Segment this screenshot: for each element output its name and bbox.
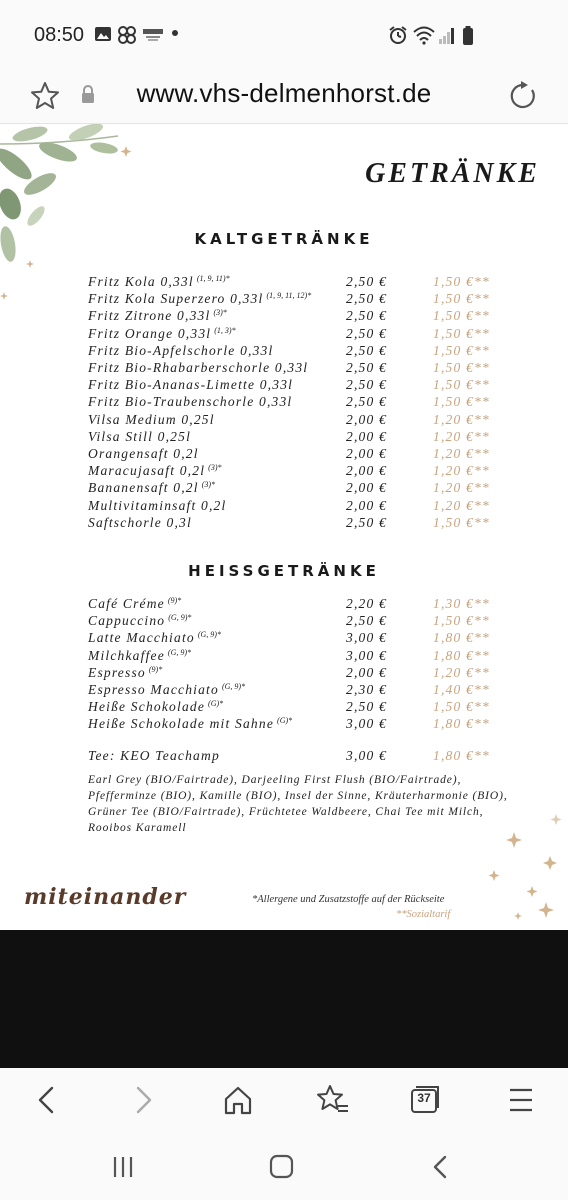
menu-item-row [0,360,568,377]
item-social-price: 1,50 €** [433,308,490,324]
item-name [88,343,276,359]
menu-item-row [0,326,568,343]
menu-item-row [0,648,568,665]
allergen-marker: (3)* [208,463,222,473]
menu-item-row [0,446,568,463]
notification-dot [172,30,178,36]
item-price: 2,50 € [346,274,387,289]
status-time: 08:50 [34,24,85,46]
item-name [88,377,296,393]
item-social-price: 1,50 €** [433,360,490,375]
item-price: 3,00 € [346,716,387,732]
menu-item-row [0,377,568,394]
item-name [88,446,202,462]
section-title-kalt: KALTGETRÄNKE [194,230,374,248]
item-label: Bananensaft 0,2l [88,480,199,496]
item-social-price: 1,40 €** [433,682,490,697]
item-price: 2,00 € [346,411,387,427]
item-social-price: 1,20 €** [433,480,490,496]
allergen-marker: (9)* [148,664,163,674]
item-price: 2,00 € [346,463,387,479]
tea-varieties: Earl Grey (BIO/Fairtrade), Darjeeling First Flush (BIO/Fairtrade), Pfefferminze (BIO), Kamille (BIO), Insel der Sinne, Kräuterharmonie (BIO), Grüner Tee (BIO/Fairtrade), Früchtetee Waldbeere, Chai Tee mit Milch, Rooibos Karamell [88,774,508,834]
item-social-price: 1,20 €** [433,428,490,444]
menu-item-row [0,343,568,360]
item-name [88,716,292,732]
menu-item-row [0,596,568,613]
status-bar [0,0,568,70]
item-name [88,463,221,479]
item-price: 2,50 € [346,514,387,530]
item-social-price: 1,20 €** [433,411,490,427]
gallery-icon [94,26,112,42]
item-name [88,648,191,664]
item-price: 2,00 € [346,497,387,513]
tabs-button[interactable] [410,1082,450,1118]
item-label: Orangensaft 0,2l [88,446,199,461]
item-label: Milchkaffee [88,647,165,663]
item-name [88,630,221,646]
item-social-price: 1,50 €** [433,394,490,410]
wifi-icon [412,25,436,45]
item-price: 2,20 € [346,596,387,611]
item-label: Latte Macchiato [88,630,195,646]
item-price: 2,00 € [346,480,387,496]
item-price: 3,00 € [346,630,387,646]
menu-item-row [0,394,568,411]
empty-page-area [0,930,568,1068]
item-social-price: 1,20 €** [433,497,490,513]
item-price: 2,00 € [346,428,387,444]
menu-title: GETRÄNKE [365,158,540,189]
item-social-price: 1,50 €** [433,342,490,358]
item-name [88,498,229,514]
allergen-marker: (G, 9)* [167,647,192,657]
reload-icon[interactable] [508,81,538,111]
item-label: Espresso [88,664,146,680]
item-name [88,360,311,376]
item-label: Fritz Kola 0,33l [88,274,194,289]
allergen-marker: (G, 9)* [168,613,192,623]
item-social-price: 1,20 €** [433,463,490,479]
item-label: Fritz Orange 0,33l [88,325,212,341]
tea-social-price: 1,80 €** [433,748,490,763]
allergen-marker: (1, 9, 11)* [196,274,230,283]
item-social-price: 1,30 €** [433,596,490,611]
item-social-price: 1,50 €** [433,274,490,289]
item-name [88,682,245,698]
allergen-marker: (9)* [167,596,182,605]
recent-apps-icon[interactable] [108,1152,138,1182]
tokyo-app-icon [142,28,164,42]
allergen-marker: (3)* [213,308,227,318]
menu-item-row [0,308,568,325]
item-label: Espresso Macchiato [88,682,219,697]
item-label: Heiße Schokolade [88,699,206,715]
item-name [88,699,223,715]
allergen-marker: (G, 9)* [221,682,246,691]
item-price: 2,50 € [346,394,387,410]
item-price: 2,50 € [346,308,387,324]
item-price: 2,50 € [346,377,387,393]
item-label: Cappuccino [88,613,166,629]
item-price: 2,50 € [346,342,387,358]
item-name [88,308,227,324]
battery-icon [462,26,474,46]
item-label: Multivitaminsaft 0,2l [88,497,227,513]
url-text[interactable]: www.vhs-delmenhorst.de [136,78,432,108]
tab-count: 37 [417,1091,431,1105]
sozial-note: **Sozialtarif [396,909,451,920]
item-social-price: 1,50 €** [433,325,490,341]
item-name [88,480,215,496]
signal-icon [438,27,456,45]
item-name [88,665,162,681]
back-icon[interactable] [28,1082,68,1118]
item-price: 2,30 € [346,682,387,697]
item-social-price: 1,50 €** [433,613,490,629]
brand-logo: miteinander [24,884,187,910]
item-price: 2,00 € [346,664,387,680]
item-name [88,274,230,290]
browser-toolbar [0,1068,568,1132]
item-label: Vilsa Medium 0,25l [88,411,215,427]
forward-icon[interactable] [124,1082,164,1118]
menu-item-row [0,274,568,291]
item-social-price: 1,80 €** [433,630,490,646]
menu-item-row [0,291,568,308]
home-nav-icon[interactable] [267,1152,297,1182]
tea-name: Tee: KEO Teachamp [88,748,220,763]
tea-price: 3,00 € [346,748,387,763]
url-bar[interactable] [0,70,568,124]
item-social-price: 1,20 €** [433,446,490,461]
item-price: 2,00 € [346,446,387,461]
item-name [88,412,218,428]
item-social-price: 1,80 €** [433,647,490,663]
system-nav-bar [0,1132,568,1200]
item-label: Heiße Schokolade mit Sahne [88,716,275,732]
item-social-price: 1,50 €** [433,699,490,715]
back-nav-icon[interactable] [426,1152,456,1182]
item-label: Café Créme [88,596,165,611]
item-price: 2,50 € [346,699,387,715]
menu-item-row [0,429,568,446]
item-price: 2,50 € [346,325,387,341]
allergen-marker: (3)* [201,480,216,490]
item-label: Fritz Zitrone 0,33l [88,308,211,324]
item-name [88,394,295,410]
item-social-price: 1,50 €** [433,377,490,393]
item-label: Fritz Bio-Apfelschorle 0,33l [88,342,274,358]
menu-item-row [0,716,568,733]
item-social-price: 1,50 €** [433,291,490,307]
alarm-icon [388,25,408,45]
item-label: Fritz Kola Superzero 0,33l [88,291,264,307]
menu-item-row [0,665,568,682]
item-price: 2,50 € [346,360,387,375]
menu-item-row [0,699,568,716]
item-name [88,596,181,612]
item-label: Fritz Bio-Ananas-Limette 0,33l [88,377,294,393]
home-icon[interactable] [218,1082,258,1118]
menu-item-row [0,630,568,647]
item-price: 2,50 € [346,291,387,307]
menu-item-row [0,498,568,515]
section-title-heiss: HEISSGETRÄNKE [188,562,380,580]
menu-item-row [0,480,568,497]
item-name [88,291,311,307]
item-price: 3,00 € [346,647,387,663]
item-label: Fritz Bio-Traubenschorle 0,33l [88,394,293,410]
menu-item-row [0,463,568,480]
item-label: Vilsa Still 0,25l [88,428,192,444]
menu-icon[interactable] [502,1082,542,1118]
allergen-note: *Allergene und Zusatzstoffe auf der Rückseite [252,894,445,905]
item-social-price: 1,80 €** [433,716,490,732]
menu-page [0,124,568,930]
menu-item-row [0,682,568,699]
item-social-price: 1,20 €** [433,664,490,680]
allergen-marker: (G, 9)* [197,630,221,640]
allergen-marker: (G)* [277,716,293,726]
item-name [88,613,191,629]
bookmarks-icon[interactable] [312,1082,352,1118]
item-label: Saftschorle 0,3l [88,514,192,530]
item-name [88,515,195,531]
allergen-marker: (1, 9, 11, 12)* [266,291,312,301]
item-social-price: 1,50 €** [433,514,490,530]
item-label: Fritz Bio-Rhabarberschorle 0,33l [88,360,309,375]
item-price: 2,50 € [346,613,387,629]
item-name [88,429,194,445]
pinwheel-icon [118,26,136,44]
allergen-marker: (G)* [208,699,224,709]
menu-item-row [0,613,568,630]
menu-item-row [0,412,568,429]
item-name [88,326,236,342]
menu-item-row [0,515,568,532]
tea-row [0,748,568,765]
allergen-marker: (1, 3)* [214,325,236,335]
item-label: Maracujasaft 0,2l [88,463,206,479]
